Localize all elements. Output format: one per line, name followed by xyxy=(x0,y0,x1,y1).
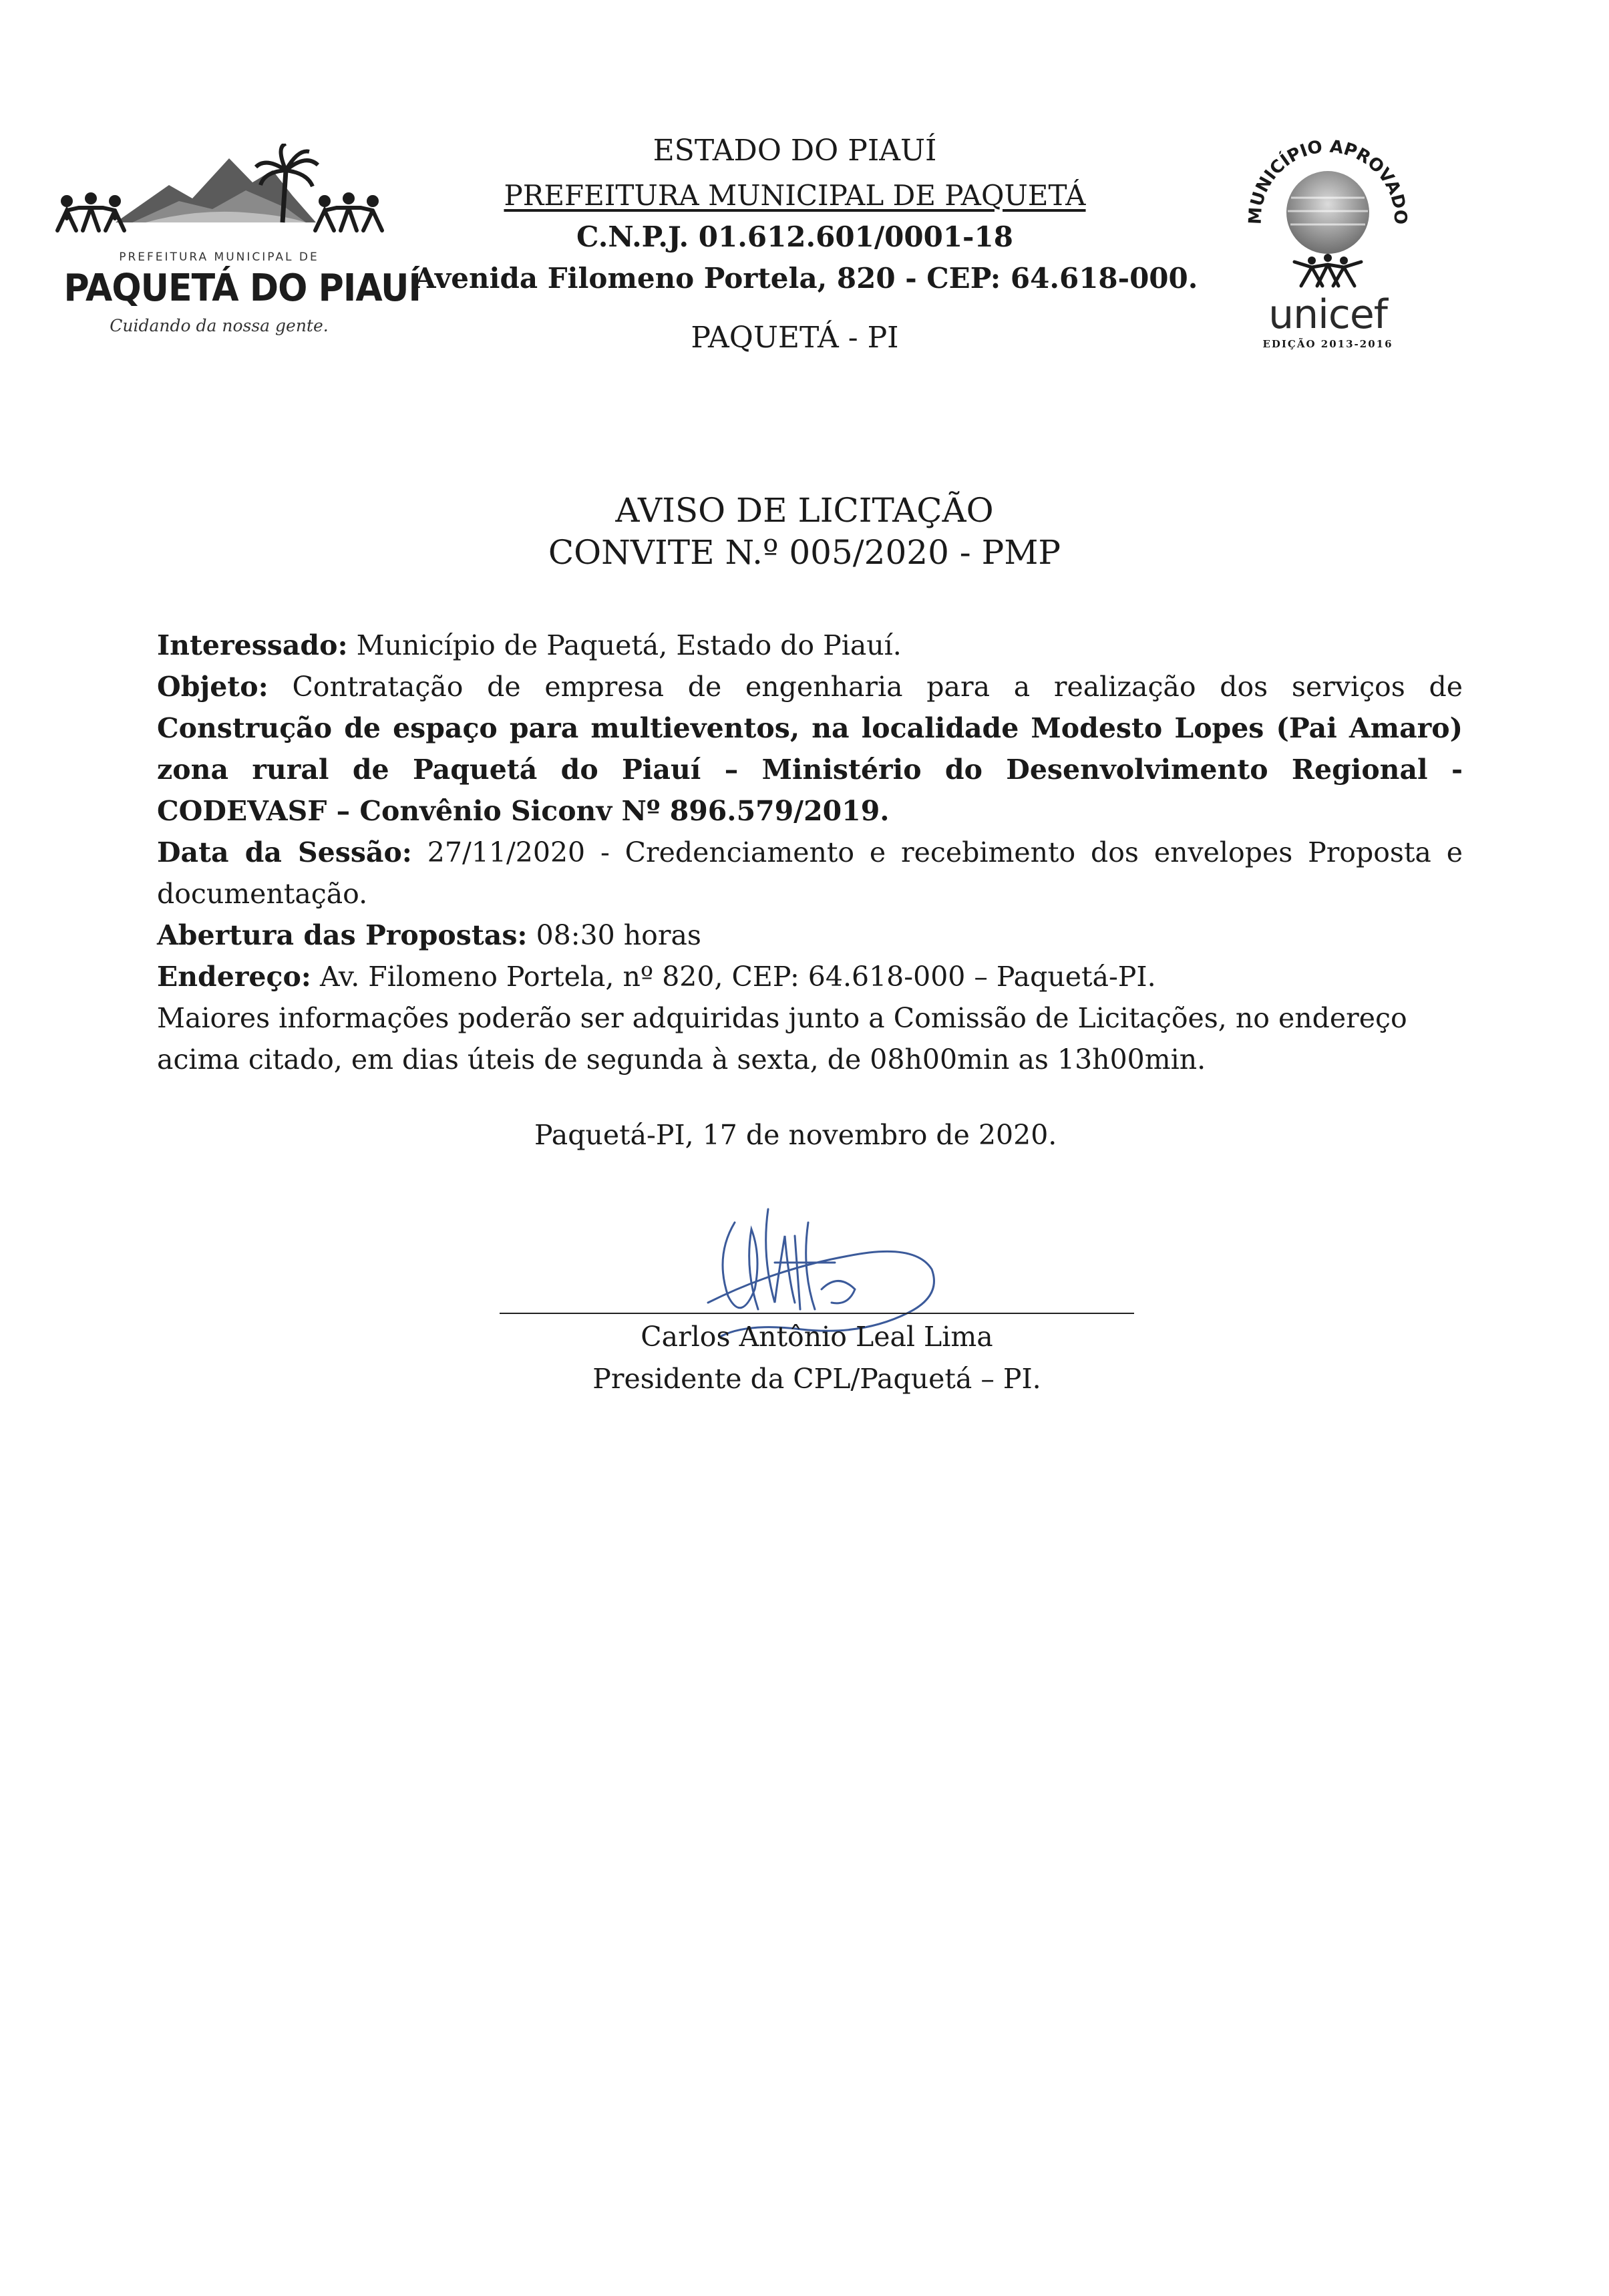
objeto-paragraph xyxy=(157,666,1463,832)
data-sessao-value: 27/11/2020 - Credenciamento e recebimento dos envelopes Proposta e documentação. xyxy=(157,836,1463,910)
mountains-people-icon xyxy=(52,144,386,251)
logo-slogan: Cuidando da nossa gente. xyxy=(110,316,329,335)
header-prefeitura: PREFEITURA MUNICIPAL DE PAQUETÁ xyxy=(504,179,1086,212)
abertura-label: Abertura das Propostas: xyxy=(157,919,528,951)
info-paragraph: Maiores informações poderão ser adquiridas junto a Comissão de Licitações, no endereço acima citado, em dias úteis de segunda à sexta, de 08h00min as 13h00min. xyxy=(157,1002,1407,1076)
notice-subtitle: CONVITE N.º 005/2020 - PMP xyxy=(548,533,1061,572)
abertura-paragraph xyxy=(157,915,1463,956)
notice-body xyxy=(157,625,1463,1080)
notice-title: AVISO DE LICITAÇÃO xyxy=(615,491,994,530)
header-city: PAQUETÁ - PI xyxy=(691,321,899,355)
endereco-value: Av. Filomeno Portela, nº 820, CEP: 64.618-000 – Paquetá-PI. xyxy=(311,961,1156,993)
objeto-label: Objeto: xyxy=(157,671,269,703)
data-sessao-label: Data da Sessão: xyxy=(157,836,412,868)
interessado-value: Município de Paquetá, Estado do Piauí. xyxy=(347,629,902,661)
interessado-paragraph xyxy=(157,625,1463,666)
interessado-label: Interessado: xyxy=(157,629,348,661)
endereco-label: Endereço: xyxy=(157,961,311,993)
unicef-seal xyxy=(1234,119,1421,353)
seal-edition: EDIÇÃO 2013-2016 xyxy=(1262,338,1393,350)
unicef-brand: unicef xyxy=(1268,291,1387,338)
municipio-aprovado-seal-icon xyxy=(1234,119,1421,293)
objeto-text: Contratação de empresa de engenharia para a realização dos serviços de xyxy=(268,671,1463,703)
paqueta-logo xyxy=(52,144,421,344)
logo-small-text: PREFEITURA MUNICIPAL DE xyxy=(119,251,319,264)
objeto-bold-text: Construção de espaço para multieventos, na localidade Modesto Lopes (Pai Amaro) zona rural de Paquetá do Piauí – Ministério do Desenvolvimento Regional - CODEVASF – Convênio Siconv Nº 896.579/2019. xyxy=(157,712,1463,827)
abertura-value: 08:30 horas xyxy=(527,919,701,951)
header-state: ESTADO DO PIAUÍ xyxy=(653,134,937,168)
place-date: Paquetá-PI, 17 de novembro de 2020. xyxy=(534,1119,1057,1151)
header-address: Avenida Filomeno Portela, 820 - CEP: 64.618-000. xyxy=(414,262,1198,295)
signer-name: Carlos Antônio Leal Lima xyxy=(641,1321,993,1353)
seal-ring-text: MUNICÍPIO APROVADO xyxy=(1245,136,1411,225)
header-cnpj: C.N.P.J. 01.612.601/0001-18 xyxy=(576,220,1013,253)
signer-title: Presidente da CPL/Paquetá – PI. xyxy=(592,1363,1041,1395)
logo-big-text: PAQUETÁ DO PIAUÍ xyxy=(63,267,421,310)
endereco-paragraph xyxy=(157,956,1463,997)
signature-line xyxy=(500,1313,1134,1314)
data-sessao-paragraph xyxy=(157,832,1463,915)
